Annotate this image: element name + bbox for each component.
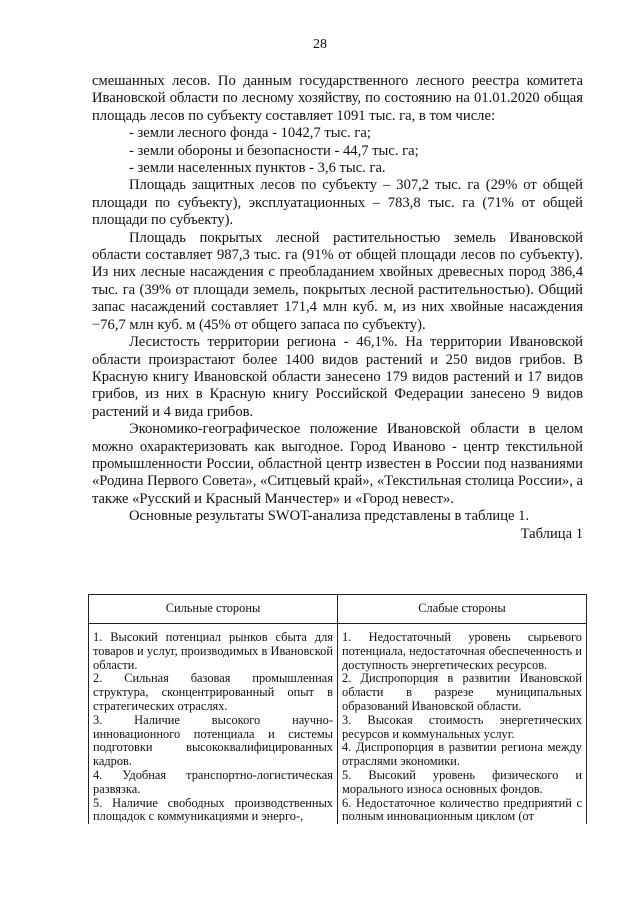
table-caption: Таблица 1 <box>520 525 583 542</box>
strength-item: 2. Сильная базовая промышленная структура, сконцентрированный опыт в стратегических отраслях. <box>93 671 333 713</box>
weakness-item: 5. Высокий уровень физического и морального износа основных фондов. <box>342 767 582 796</box>
paragraph-swot-intro: Основные результаты SWOT-анализа представлены в таблице 1. <box>129 508 530 525</box>
strength-item: 1. Высокий потенциал рынков сбыта для товаров и услуг, производимых в Ивановской области. <box>93 630 333 672</box>
paragraph-forests-intro: смешанных лесов. По данным государственного лесного реестра комитета Ивановской области по лесному хозяйству, по состоянию на 01.01.2020 общая площадь лесов по субъекту составляет 1091 тыс. га, в том числе: <box>92 73 583 124</box>
strength-item: 3. Наличие высокого научно-инновационного потенциала и системы подготовки высококвалифицированных кадров. <box>93 712 333 769</box>
swot-content-row <box>89 624 587 825</box>
weakness-item: 6. Недостаточное количество предприятий с полным инновационным циклом (от <box>342 795 582 824</box>
paragraph-forest-cover-area: Площадь покрытых лесной растительностью земель Ивановской области составляет 987,3 тыс. га (91% от общей площади лесов по субъекту). Из них лесные насаждения с преобладанием хвойных древесных пород 386,4 тыс. га (39% от площади земель, покрытых лесной растительностью). Общий запас насаждений составляет 171,4 млн куб. м, из них хвойные насаждения −76,7 млн куб. м (45% от общего запаса по субъекту). <box>92 229 583 333</box>
weakness-item: 2. Диспропорция в развитии Ивановской области в разрезе муниципальных образований Ивановской области. <box>342 671 582 713</box>
paragraph-economic-position: Экономико-географическое положение Ивановской области в целом можно охарактеризовать как выгодное. Город Иваново - центр текстильной промышленности России, областной центр известен в России под названиями «Родина Первого Совета», «Ситцевый край», «Текстильная столица России», а также «Русский и Красный Манчестер» и «Город невест». <box>92 421 583 507</box>
list-item-settlement-lands: - земли населенных пунктов - 3,6 тыс. га. <box>129 160 386 177</box>
paragraph-forest-percentage: Лесистость территории региона - 46,1%. На территории Ивановской области произрастают более 1400 видов растений и 250 видов грибов. В Красную книгу Ивановской области занесено 179 видов растений и 17 видов грибов, из них в Красную книгу Российской Федерации занесено 9 видов растений и 4 вида грибов. <box>92 334 583 420</box>
header-strengths: Сильные стороны <box>89 595 338 624</box>
strengths-cell <box>89 624 338 825</box>
weakness-item: 1. Недостаточный уровень сырьевого потенциала, недостаточная обеспеченность и доступность энергетических ресурсов. <box>342 630 582 672</box>
document-body <box>92 73 583 543</box>
swot-table <box>88 594 587 824</box>
header-weaknesses: Слабые стороны <box>338 595 587 624</box>
swot-header-row <box>89 595 587 624</box>
weakness-item: 3. Высокая стоимость энергетических ресурсов и коммунальных услуг. <box>342 712 582 741</box>
list-item-defense-lands: - земли обороны и безопасности - 44,7 тыс. га; <box>129 142 419 159</box>
page-number: 28 <box>313 37 327 52</box>
list-item-forest-fund: - земли лесного фонда - 1042,7 тыс. га; <box>129 125 371 142</box>
paragraph-protective-forests: Площадь защитных лесов по субъекту – 307,2 тыс. га (29% от общей площади по субъекту), эксплуатационных – 783,8 тыс. га (71% от общей площади по субъекту). <box>92 177 583 229</box>
strength-item: 5. Наличие свободных производственных площадок с коммуникациями и энерго-, <box>93 795 333 824</box>
strength-item: 4. Удобная транспортно-логистическая развязка. <box>93 767 333 796</box>
weakness-item: 4. Диспропорция в развитии региона между отраслями экономики. <box>342 740 582 769</box>
weaknesses-cell <box>338 624 587 825</box>
